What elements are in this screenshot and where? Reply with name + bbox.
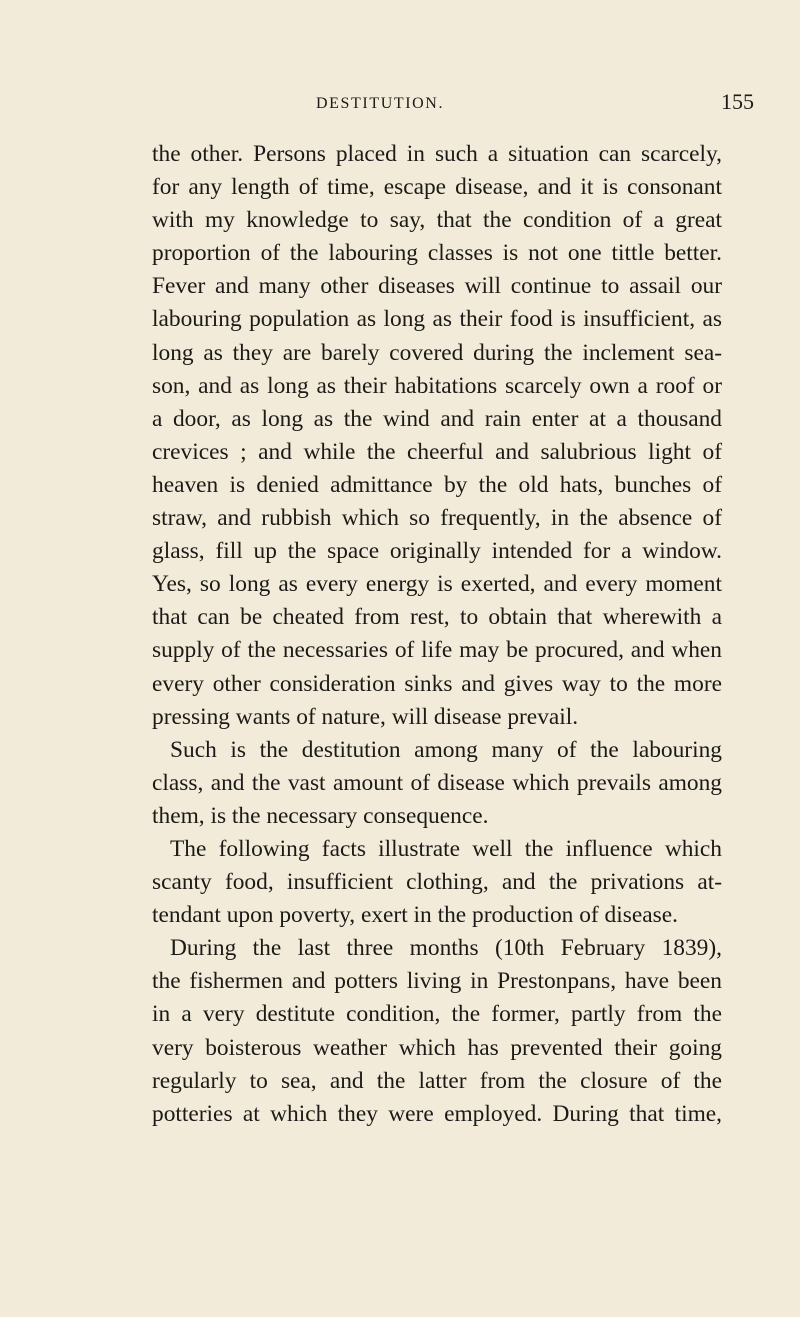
text-line: Such is the destitution among many of the labouring xyxy=(170,736,722,763)
text-line: glass, fill up the space originally intended for a window. xyxy=(152,538,722,565)
text-line: The following facts illustrate well the influence which xyxy=(170,835,722,862)
text-line: scanty food, insufficient clothing, and the privations at- xyxy=(152,869,722,896)
text-line: proportion of the labouring classes is not one tittle better. xyxy=(152,240,722,267)
body-text xyxy=(152,138,722,1131)
text-line: in a very destitute condition, the former, partly from the xyxy=(152,1001,722,1028)
text-line: son, and as long as their habitations scarcely own a roof or xyxy=(152,372,722,399)
text-line: heaven is denied admittance by the old hats, bunches of xyxy=(152,471,722,498)
text-line: Fever and many other diseases will continue to assail our xyxy=(152,273,722,300)
text-line: straw, and rubbish which so frequently, in the absence of xyxy=(152,505,722,532)
text-line: class, and the vast amount of disease which prevails among xyxy=(152,769,722,796)
text-line: the other. Persons placed in such a situation can scarcely, xyxy=(152,141,722,167)
text-line: very boisterous weather which has prevented their going xyxy=(152,1034,722,1061)
text-line: During the last three months (10th February 1839), xyxy=(170,935,722,962)
running-head xyxy=(0,91,800,117)
text-line: regularly to sea, and the latter from the closure of the xyxy=(152,1067,722,1094)
text-line: potteries at which they were employed. During that time, xyxy=(152,1100,722,1127)
text-line: tendant upon poverty, exert in the production of disease. xyxy=(152,902,678,929)
text-line: long as they are barely covered during the inclement sea- xyxy=(152,339,722,366)
text-line: labouring population as long as their food is insufficient, as xyxy=(152,306,722,333)
page-number: 155 xyxy=(721,89,754,114)
text-line: crevices ; and while the cheerful and salubrious light of xyxy=(152,438,722,465)
running-title: DESTITUTION. xyxy=(316,95,445,112)
text-line: that can be cheated from rest, to obtain that wherewith a xyxy=(152,604,722,631)
text-line: every other consideration sinks and gives way to the more xyxy=(152,670,722,697)
text-line: pressing wants of nature, will disease prevail. xyxy=(152,703,579,730)
text-line: the fishermen and potters living in Prestonpans, have been xyxy=(152,968,722,995)
text-line: with my knowledge to say, that the condition of a great xyxy=(152,207,722,234)
text-line: Yes, so long as every energy is exerted, and every moment xyxy=(152,571,722,598)
text-line: for any length of time, escape disease, and it is consonant xyxy=(152,174,722,201)
text-line: them, is the necessary consequence. xyxy=(152,802,489,829)
text-line: supply of the necessaries of life may be procured, and when xyxy=(152,637,722,664)
text-line: a door, as long as the wind and rain enter at a thousand xyxy=(152,405,722,432)
